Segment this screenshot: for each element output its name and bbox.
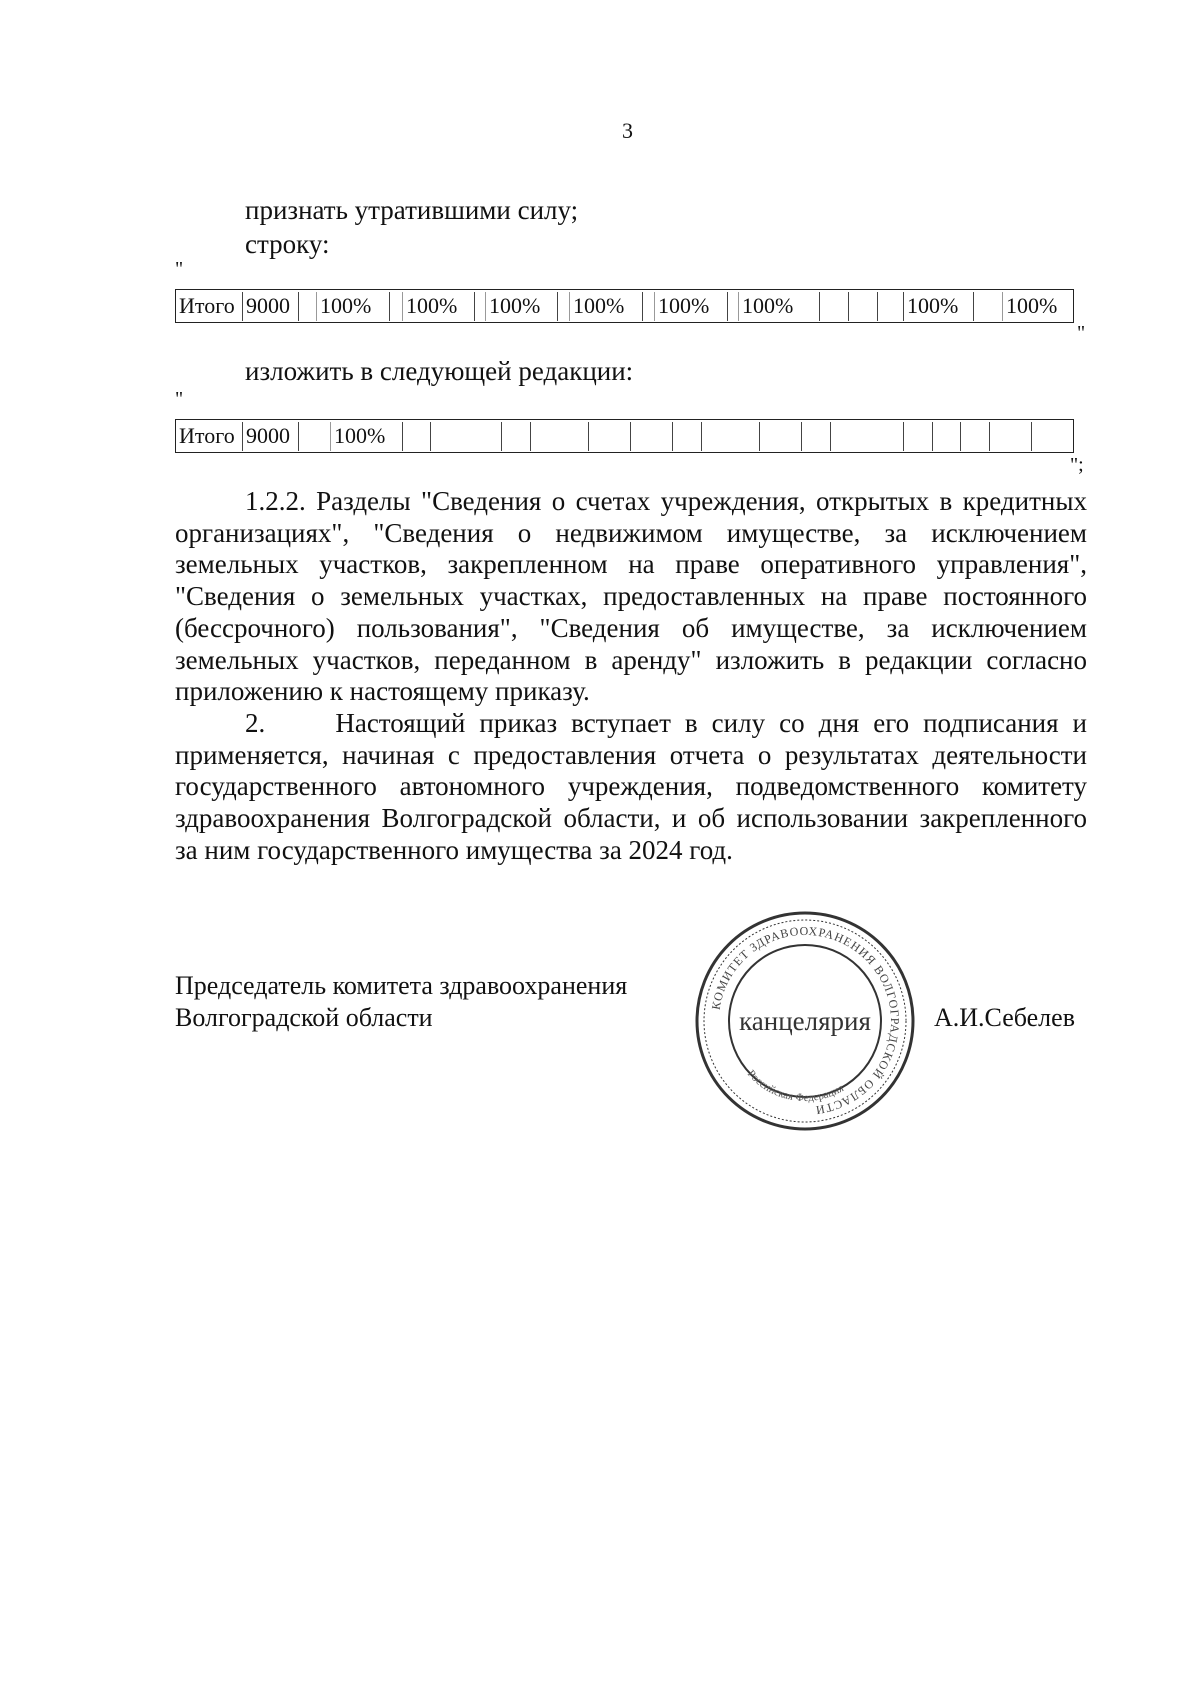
column-divider bbox=[430, 422, 431, 451]
page-number: 3 bbox=[622, 118, 633, 143]
cell-percent: 100% bbox=[320, 293, 372, 318]
column-divider bbox=[877, 292, 878, 321]
column-divider bbox=[630, 422, 631, 451]
quote-open-1: " bbox=[175, 258, 184, 280]
paragraph-1-2-2 bbox=[175, 486, 1087, 708]
column-divider bbox=[903, 422, 904, 451]
paragraph-number: 1.2.2. bbox=[245, 486, 306, 516]
column-divider bbox=[557, 292, 558, 321]
cell-percent: 100% bbox=[1006, 293, 1058, 318]
column-divider bbox=[501, 422, 502, 451]
column-divider bbox=[474, 292, 475, 321]
stamp-bottom-text: Российская Федерация bbox=[744, 1067, 846, 1105]
cell-percent: 100% bbox=[406, 293, 458, 318]
line-recognize-invalid: признать утратившими силу; bbox=[245, 195, 579, 225]
column-divider bbox=[701, 422, 702, 451]
cell-percent: 100% bbox=[334, 423, 386, 448]
column-divider bbox=[819, 292, 820, 321]
official-stamp bbox=[690, 906, 920, 1136]
stamp-ring-text: КОМИТЕТ ЗДРАВООХРАНЕНИЯ ВОЛГОГРАДСКОЙ ОБЛАСТИ bbox=[708, 923, 903, 1118]
column-divider bbox=[960, 422, 961, 451]
signatory-name: А.И.Себелев bbox=[934, 1003, 1075, 1032]
column-divider bbox=[642, 292, 643, 321]
paragraph-text: Разделы "Сведения о счетах учреждения, открытых в кредитных организациях", "Сведения о недвижимом имуществе, за исключением земельных участков, закрепленном на праве оперативного управления", "Сведения о земельных участках, предоставленных на праве постоянного (бессрочного) пользования", "Сведения об имуществе, за исключением земельных участков, переданном в аренду" изложить в редакции согласно приложению к настоящему приказу. bbox=[175, 486, 1087, 707]
column-divider bbox=[727, 292, 728, 321]
paragraph-number: 2. bbox=[245, 708, 266, 738]
cell-percent: 100% bbox=[742, 293, 794, 318]
cell-percent: 100% bbox=[658, 293, 710, 318]
signatory-position bbox=[175, 970, 627, 1034]
signatory-position-line-1: Председатель комитета здравоохранения bbox=[175, 971, 628, 1000]
column-divider bbox=[989, 422, 990, 451]
column-divider bbox=[588, 422, 589, 451]
cell-percent: 100% bbox=[573, 293, 625, 318]
column-divider bbox=[389, 292, 390, 321]
column-divider bbox=[298, 422, 299, 451]
column-divider bbox=[530, 422, 531, 451]
cell-percent: 100% bbox=[907, 293, 959, 318]
quote-open-2: " bbox=[175, 388, 184, 410]
cell-total-label: Итого bbox=[179, 293, 235, 318]
stamp-center-text: канцелярия bbox=[739, 1006, 871, 1036]
column-divider bbox=[932, 422, 933, 451]
column-divider bbox=[402, 422, 403, 451]
column-divider bbox=[801, 422, 802, 451]
column-divider bbox=[1031, 422, 1032, 451]
cell-percent: 100% bbox=[489, 293, 541, 318]
cell-amount: 9000 bbox=[246, 423, 290, 448]
line-row-label: строку: bbox=[245, 229, 330, 259]
quote-close-semicolon: "; bbox=[1070, 454, 1084, 476]
column-divider bbox=[973, 292, 974, 321]
line-state-as-follows: изложить в следующей редакции: bbox=[245, 356, 634, 386]
old-total-row-table bbox=[175, 289, 1074, 323]
column-divider bbox=[848, 292, 849, 321]
cell-total-label: Итого bbox=[179, 423, 235, 448]
signatory-position-line-2: Волгоградской области bbox=[175, 1003, 433, 1032]
paragraph-text: Настоящий приказ вступает в силу со дня его подписания и применяется, начиная с предоставления отчета о результатах деятельности государственного автономного учреждения, подведомственного комитету здравоохранения Волгоградской области, и об использовании закрепленного за ним государственного имущества за 2024 год. bbox=[175, 708, 1088, 865]
column-divider bbox=[672, 422, 673, 451]
paragraph-2 bbox=[175, 708, 1087, 867]
column-divider bbox=[830, 422, 831, 451]
quote-close-1: " bbox=[1077, 322, 1086, 344]
new-total-row-table bbox=[175, 419, 1074, 453]
cell-amount: 9000 bbox=[246, 293, 290, 318]
column-divider bbox=[298, 292, 299, 321]
column-divider bbox=[759, 422, 760, 451]
